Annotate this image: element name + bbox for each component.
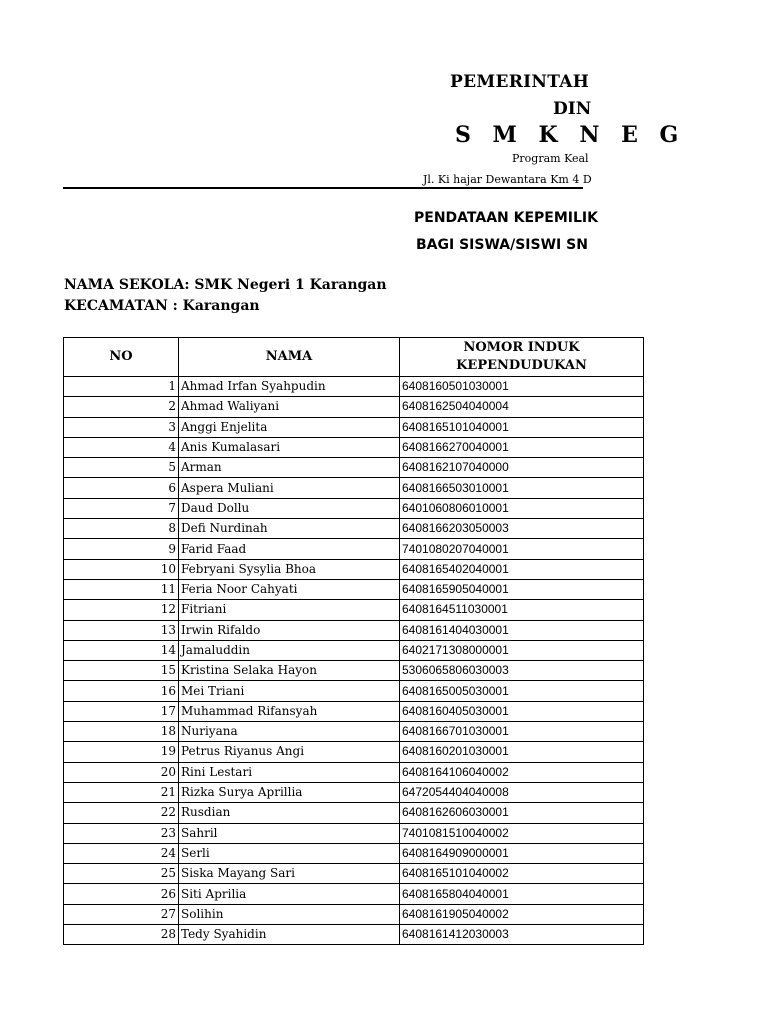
nik-cell: 6408166503010001 bbox=[400, 478, 644, 498]
student-name-cell: Anggi Enjelita bbox=[179, 417, 400, 437]
nik-cell: 6408162606030001 bbox=[400, 803, 644, 823]
nik-cell: 6408165101040001 bbox=[400, 417, 644, 437]
row-number-cell: 9 bbox=[64, 539, 179, 559]
table-row bbox=[64, 681, 644, 701]
district-label: KECAMATAN : Karangan bbox=[64, 298, 260, 314]
student-name-cell: Ahmad Irfan Syahpudin bbox=[179, 377, 400, 397]
nik-cell: 6408165804040001 bbox=[400, 884, 644, 904]
table-row bbox=[64, 539, 644, 559]
row-number-cell: 14 bbox=[64, 640, 179, 660]
nik-cell: 6401060806010001 bbox=[400, 498, 644, 518]
row-number-cell: 8 bbox=[64, 519, 179, 539]
row-number-cell: 18 bbox=[64, 722, 179, 742]
column-header-nik bbox=[400, 338, 644, 377]
student-name-cell: Serli bbox=[179, 843, 400, 863]
column-header-nik-line1: NOMOR INDUK bbox=[463, 340, 580, 355]
table-row bbox=[64, 640, 644, 660]
table-row bbox=[64, 904, 644, 924]
column-header-no: NO bbox=[64, 338, 179, 377]
student-name-cell: Solihin bbox=[179, 904, 400, 924]
table-row bbox=[64, 620, 644, 640]
row-number-cell: 24 bbox=[64, 843, 179, 863]
nik-cell: 7401080207040001 bbox=[400, 539, 644, 559]
table-row bbox=[64, 397, 644, 417]
student-name-cell: Tedy Syahidin bbox=[179, 925, 400, 945]
table-row bbox=[64, 823, 644, 843]
nik-cell: 6408165101040002 bbox=[400, 864, 644, 884]
row-number-cell: 19 bbox=[64, 742, 179, 762]
student-name-cell: Feria Noor Cahyati bbox=[179, 579, 400, 599]
row-number-cell: 15 bbox=[64, 661, 179, 681]
table-row bbox=[64, 782, 644, 802]
row-number-cell: 21 bbox=[64, 782, 179, 802]
table-row bbox=[64, 884, 644, 904]
nik-cell: 6408162107040000 bbox=[400, 458, 644, 478]
row-number-cell: 13 bbox=[64, 620, 179, 640]
table-row bbox=[64, 722, 644, 742]
school-name-label: NAMA SEKOLA: SMK Negeri 1 Karangan bbox=[64, 277, 387, 293]
table-row bbox=[64, 701, 644, 721]
row-number-cell: 27 bbox=[64, 904, 179, 924]
row-number-cell: 25 bbox=[64, 864, 179, 884]
table-row bbox=[64, 925, 644, 945]
row-number-cell: 20 bbox=[64, 762, 179, 782]
nik-cell: 6408166270040001 bbox=[400, 437, 644, 457]
table-row bbox=[64, 762, 644, 782]
row-number-cell: 12 bbox=[64, 600, 179, 620]
row-number-cell: 6 bbox=[64, 478, 179, 498]
student-name-cell: Ahmad Waliyani bbox=[179, 397, 400, 417]
header-school-name: S M K N E G bbox=[455, 122, 686, 148]
table-row bbox=[64, 864, 644, 884]
nik-cell: 6408161404030001 bbox=[400, 620, 644, 640]
table-row bbox=[64, 661, 644, 681]
table-row bbox=[64, 559, 644, 579]
student-name-cell: Sahril bbox=[179, 823, 400, 843]
row-number-cell: 10 bbox=[64, 559, 179, 579]
student-name-cell: Defi Nurdinah bbox=[179, 519, 400, 539]
table-row bbox=[64, 519, 644, 539]
row-number-cell: 3 bbox=[64, 417, 179, 437]
nik-cell: 6408165005030001 bbox=[400, 681, 644, 701]
student-name-cell: Aspera Muliani bbox=[179, 478, 400, 498]
nik-cell: 6408164106040002 bbox=[400, 762, 644, 782]
nik-cell: 6408165402040001 bbox=[400, 559, 644, 579]
nik-cell: 6472054404040008 bbox=[400, 782, 644, 802]
student-name-cell: Anis Kumalasari bbox=[179, 437, 400, 457]
nik-cell: 6408166701030001 bbox=[400, 722, 644, 742]
student-name-cell: Siska Mayang Sari bbox=[179, 864, 400, 884]
nik-cell: 6408166203050003 bbox=[400, 519, 644, 539]
student-name-cell: Jamaluddin bbox=[179, 640, 400, 660]
student-table bbox=[63, 337, 644, 945]
student-name-cell: Siti Aprilia bbox=[179, 884, 400, 904]
column-header-nik-line2: KEPENDUDUKAN bbox=[456, 358, 587, 373]
nik-cell: 6408162504040004 bbox=[400, 397, 644, 417]
nik-cell: 6408164511030001 bbox=[400, 600, 644, 620]
row-number-cell: 11 bbox=[64, 579, 179, 599]
student-name-cell: Rizka Surya Aprillia bbox=[179, 782, 400, 802]
nik-cell: 6408165905040001 bbox=[400, 579, 644, 599]
nik-cell: 6402171308000001 bbox=[400, 640, 644, 660]
row-number-cell: 22 bbox=[64, 803, 179, 823]
nik-cell: 6408164909000001 bbox=[400, 843, 644, 863]
table-row bbox=[64, 458, 644, 478]
row-number-cell: 16 bbox=[64, 681, 179, 701]
student-name-cell: Febryani Sysylia Bhoa bbox=[179, 559, 400, 579]
row-number-cell: 1 bbox=[64, 377, 179, 397]
nik-cell: 5306065806030003 bbox=[400, 661, 644, 681]
table-row bbox=[64, 803, 644, 823]
student-name-cell: Irwin Rifaldo bbox=[179, 620, 400, 640]
row-number-cell: 23 bbox=[64, 823, 179, 843]
nik-cell: 7401081510040002 bbox=[400, 823, 644, 843]
table-row bbox=[64, 437, 644, 457]
table-row bbox=[64, 843, 644, 863]
row-number-cell: 5 bbox=[64, 458, 179, 478]
student-name-cell: Fitriani bbox=[179, 600, 400, 620]
table-row bbox=[64, 478, 644, 498]
header-divider bbox=[63, 187, 583, 189]
table-header-row bbox=[64, 338, 644, 377]
table-row bbox=[64, 417, 644, 437]
student-name-cell: Kristina Selaka Hayon bbox=[179, 661, 400, 681]
table-row bbox=[64, 742, 644, 762]
header-program: Program Keal bbox=[512, 152, 589, 165]
student-name-cell: Mei Triani bbox=[179, 681, 400, 701]
table-row bbox=[64, 600, 644, 620]
nik-cell: 6408161412030003 bbox=[400, 925, 644, 945]
document-subtitle: BAGI SISWA/SISWI SN bbox=[416, 237, 588, 253]
student-name-cell: Petrus Riyanus Angi bbox=[179, 742, 400, 762]
student-name-cell: Rusdian bbox=[179, 803, 400, 823]
row-number-cell: 4 bbox=[64, 437, 179, 457]
row-number-cell: 17 bbox=[64, 701, 179, 721]
student-name-cell: Daud Dollu bbox=[179, 498, 400, 518]
student-name-cell: Muhammad Rifansyah bbox=[179, 701, 400, 721]
nik-cell: 6408160405030001 bbox=[400, 701, 644, 721]
header-department: DIN bbox=[553, 99, 592, 119]
table-row bbox=[64, 377, 644, 397]
student-name-cell: Nuriyana bbox=[179, 722, 400, 742]
header-government: PEMERINTAH bbox=[450, 72, 590, 92]
student-name-cell: Farid Faad bbox=[179, 539, 400, 559]
student-name-cell: Arman bbox=[179, 458, 400, 478]
table-row bbox=[64, 498, 644, 518]
header-address: Jl. Ki hajar Dewantara Km 4 D bbox=[423, 173, 592, 186]
nik-cell: 6408160201030001 bbox=[400, 742, 644, 762]
row-number-cell: 2 bbox=[64, 397, 179, 417]
table-row bbox=[64, 579, 644, 599]
nik-cell: 6408160501030001 bbox=[400, 377, 644, 397]
nik-cell: 6408161905040002 bbox=[400, 904, 644, 924]
column-header-name: NAMA bbox=[179, 338, 400, 377]
row-number-cell: 26 bbox=[64, 884, 179, 904]
student-name-cell: Rini Lestari bbox=[179, 762, 400, 782]
row-number-cell: 7 bbox=[64, 498, 179, 518]
document-title: PENDATAAN KEPEMILIK bbox=[414, 210, 598, 226]
row-number-cell: 28 bbox=[64, 925, 179, 945]
